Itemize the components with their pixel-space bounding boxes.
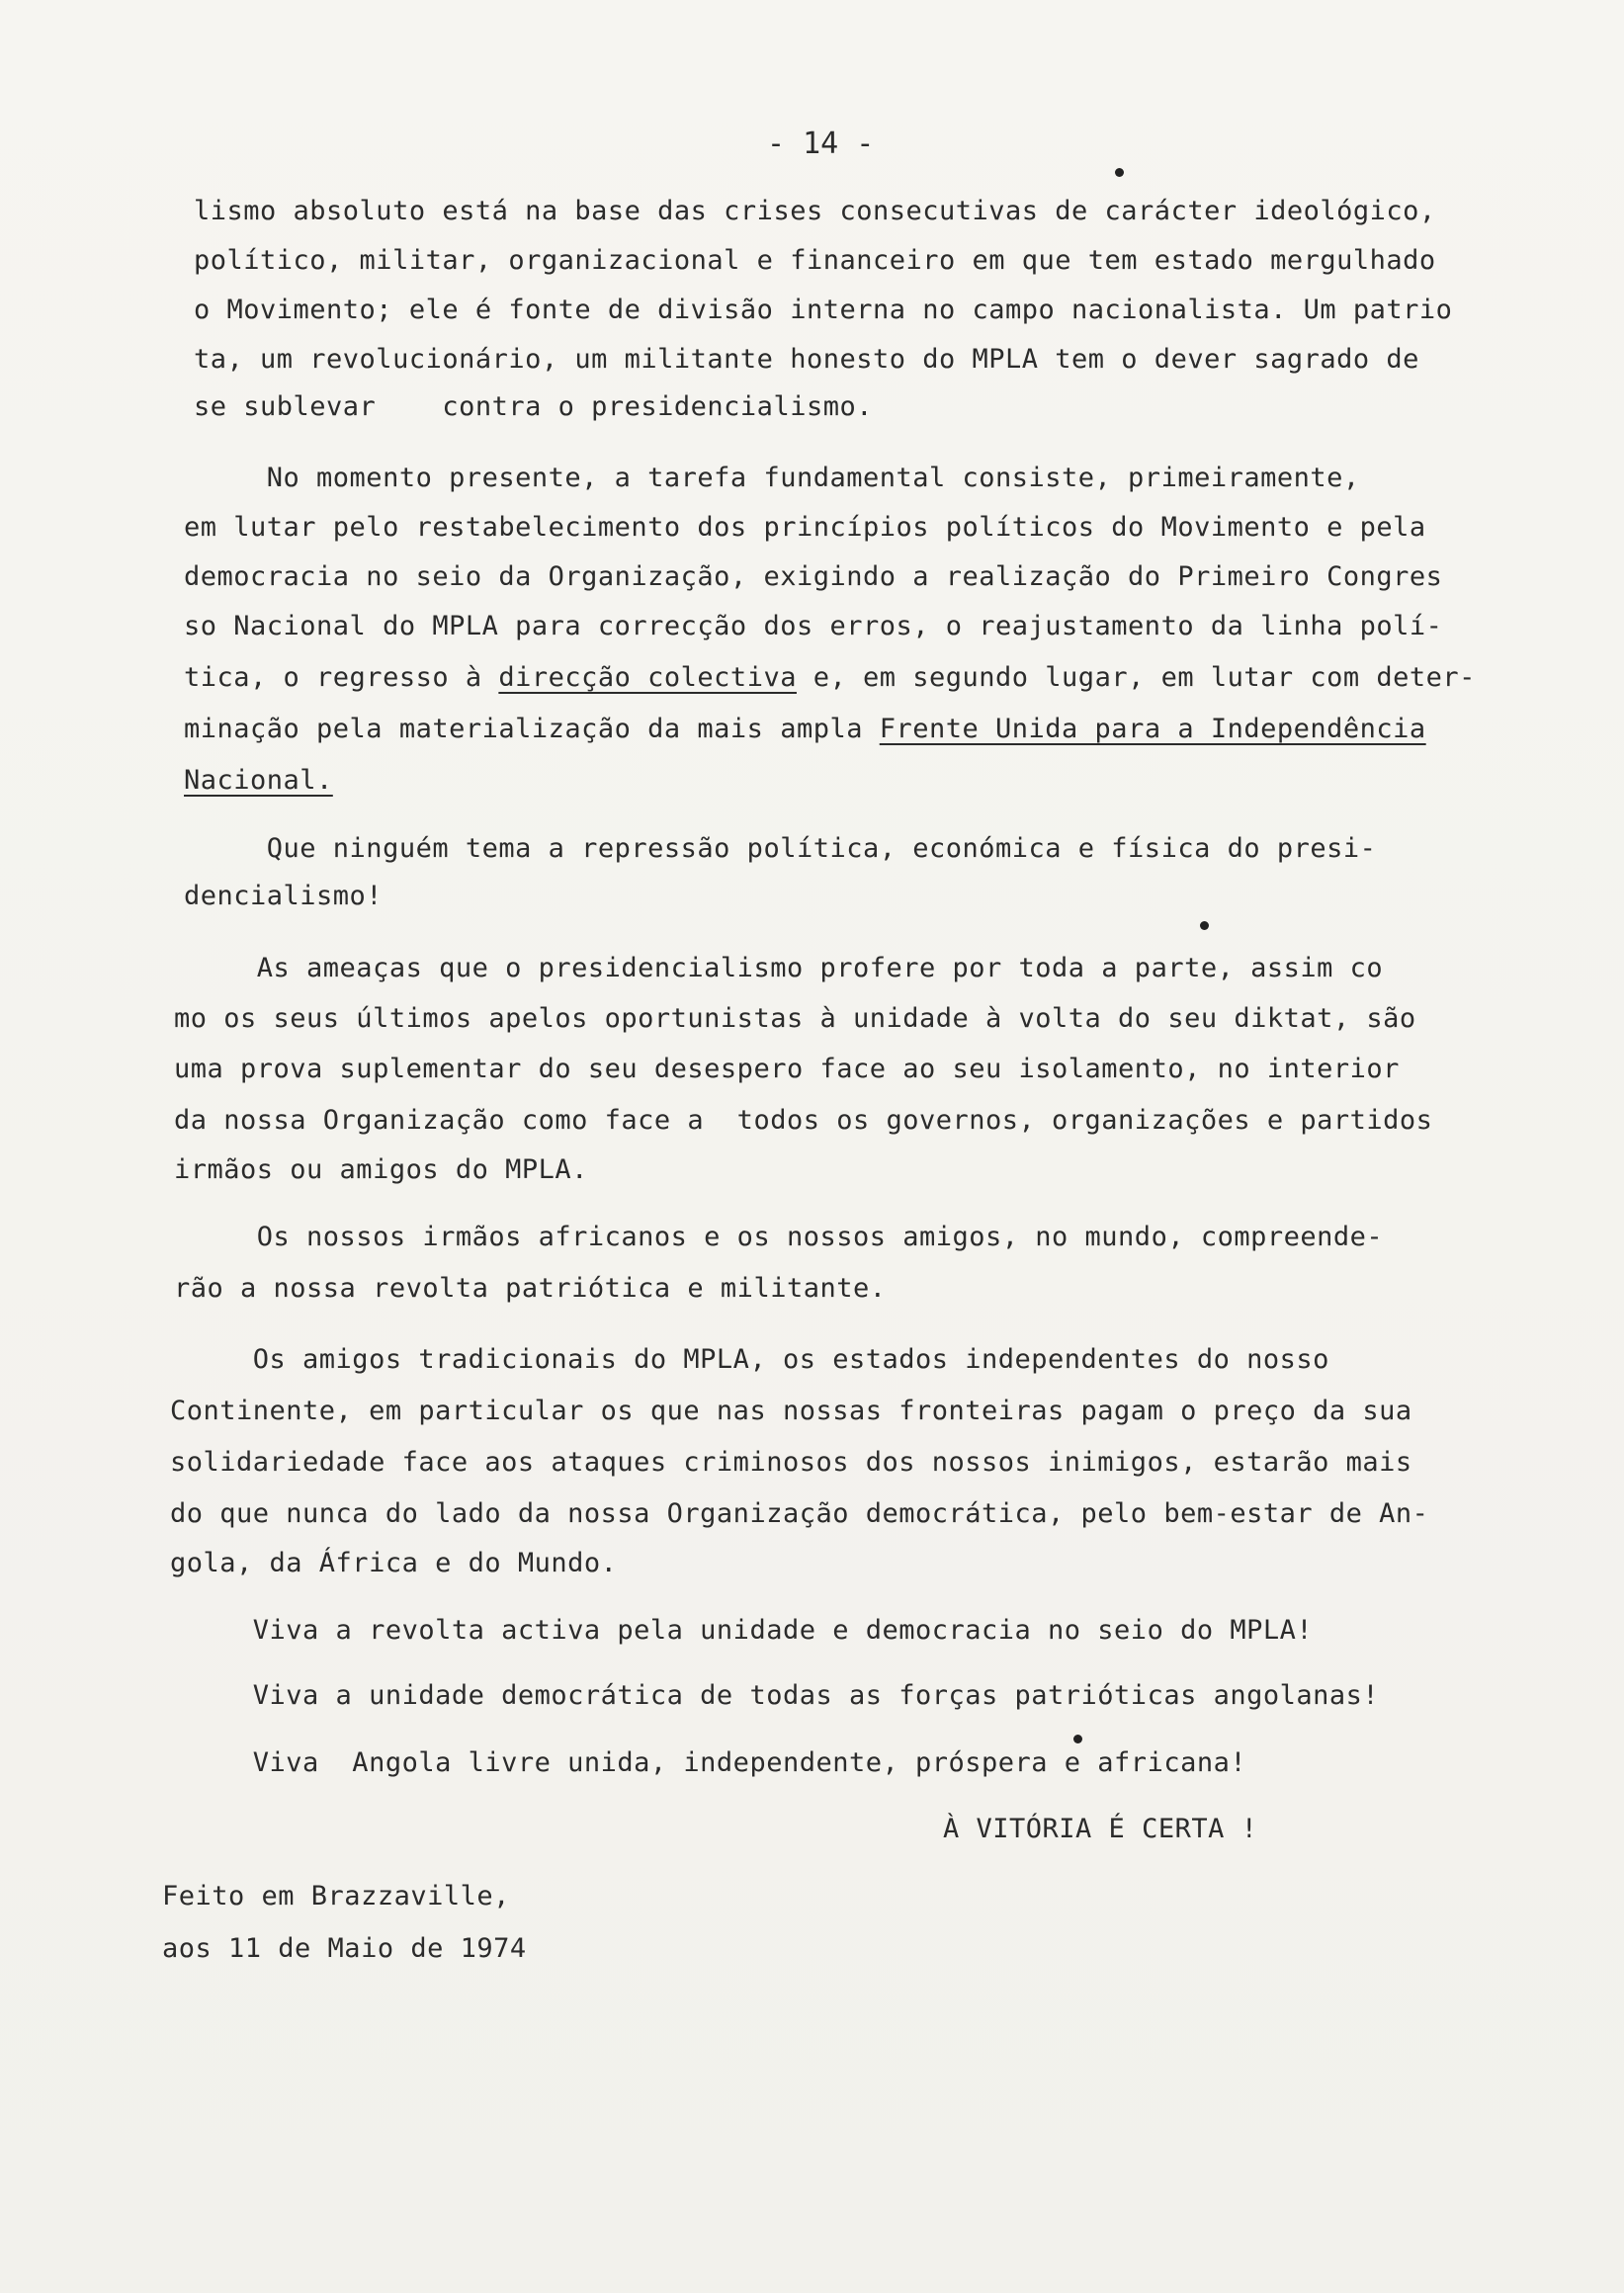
text-line: do que nunca do lado da nossa Organização democrática, pelo bem-estar de An- (170, 1498, 1429, 1529)
text-line: irmãos ou amigos do MPLA. (174, 1154, 588, 1185)
text-line: mo os seus últimos apelos oportunistas à unidade à volta do seu diktat, são (174, 1003, 1416, 1034)
text-line: Os amigos tradicionais do MPLA, os estados independentes do nosso (170, 1344, 1329, 1375)
text-line: democracia no seio da Organização, exigindo a realização do Primeiro Congres (184, 561, 1443, 592)
text-line: solidariedade face aos ataques criminosos dos nossos inimigos, estarão mais (170, 1447, 1412, 1478)
text-line: em lutar pelo restabelecimento dos princípios políticos do Movimento e pela (184, 512, 1426, 543)
underlined-phrase: direcção colectiva (498, 662, 797, 693)
text-line: se sublevar contra o presidencialismo. (194, 391, 873, 422)
text-line: gola, da África e do Mundo. (170, 1548, 618, 1578)
text-segment: tica, o regresso à (184, 662, 499, 693)
text-line: uma prova suplementar do seu desespero face ao seu isolamento, no interior (174, 1054, 1400, 1084)
text-line: As ameaças que o presidencialismo profere por toda a parte, assim co (174, 953, 1384, 983)
text-line: rão a nossa revolta patriótica e militante. (174, 1273, 887, 1304)
text-line (184, 716, 1426, 742)
text-line: Viva a unidade democrática de todas as forças patrióticas angolanas! (170, 1680, 1380, 1711)
text-line: so Nacional do MPLA para correcção dos erros, o reajustamento da linha polí- (184, 611, 1443, 641)
text-line: da nossa Organização como face a todos os governos, organizações e partidos (174, 1105, 1433, 1136)
text-segment: e, em segundo lugar, em lutar com deter- (796, 662, 1476, 693)
text-line: político, militar, organizacional e financeiro em que tem estado mergulhado (194, 245, 1436, 276)
text-line: Continente, em particular os que nas nossas fronteiras pagam o preço da sua (170, 1396, 1412, 1426)
date-line: aos 11 de Maio de 1974 (162, 1933, 527, 1964)
text-line: No momento presente, a tarefa fundamental consiste, primeiramente, (184, 463, 1360, 493)
text-line: Os nossos irmãos africanos e os nossos amigos, no mundo, compreende- (174, 1222, 1384, 1252)
text-line: o Movimento; ele é fonte de divisão interna no campo nacionalista. Um patrio (194, 295, 1453, 325)
text-line: lismo absoluto está na base das crises consecutivas de carácter ideológico, (194, 196, 1436, 226)
text-line: Viva a revolta activa pela unidade e democracia no seio do MPLA! (170, 1615, 1314, 1646)
page-number: - 14 - (767, 127, 875, 161)
text-line (184, 664, 1476, 691)
underlined-phrase: Nacional. (184, 765, 333, 796)
closing-motto: À VITÓRIA É CERTA ! (943, 1814, 1258, 1844)
text-line: Que ninguém tema a repressão política, económica e física do presi- (184, 833, 1377, 864)
ink-speck (1073, 1735, 1082, 1743)
place-line: Feito em Brazzaville, (162, 1881, 510, 1911)
text-line: dencialismo! (184, 881, 384, 911)
text-line: ta, um revolucionário, um militante honesto do MPLA tem o dever sagrado de (194, 344, 1419, 375)
text-segment: minação pela materialização da mais ampla (184, 714, 880, 744)
ink-speck (1200, 921, 1209, 930)
text-line: Viva Angola livre unida, independente, próspera e africana! (170, 1747, 1247, 1778)
ink-speck (1115, 168, 1124, 177)
underlined-phrase: Frente Unida para a Independência (879, 714, 1426, 744)
